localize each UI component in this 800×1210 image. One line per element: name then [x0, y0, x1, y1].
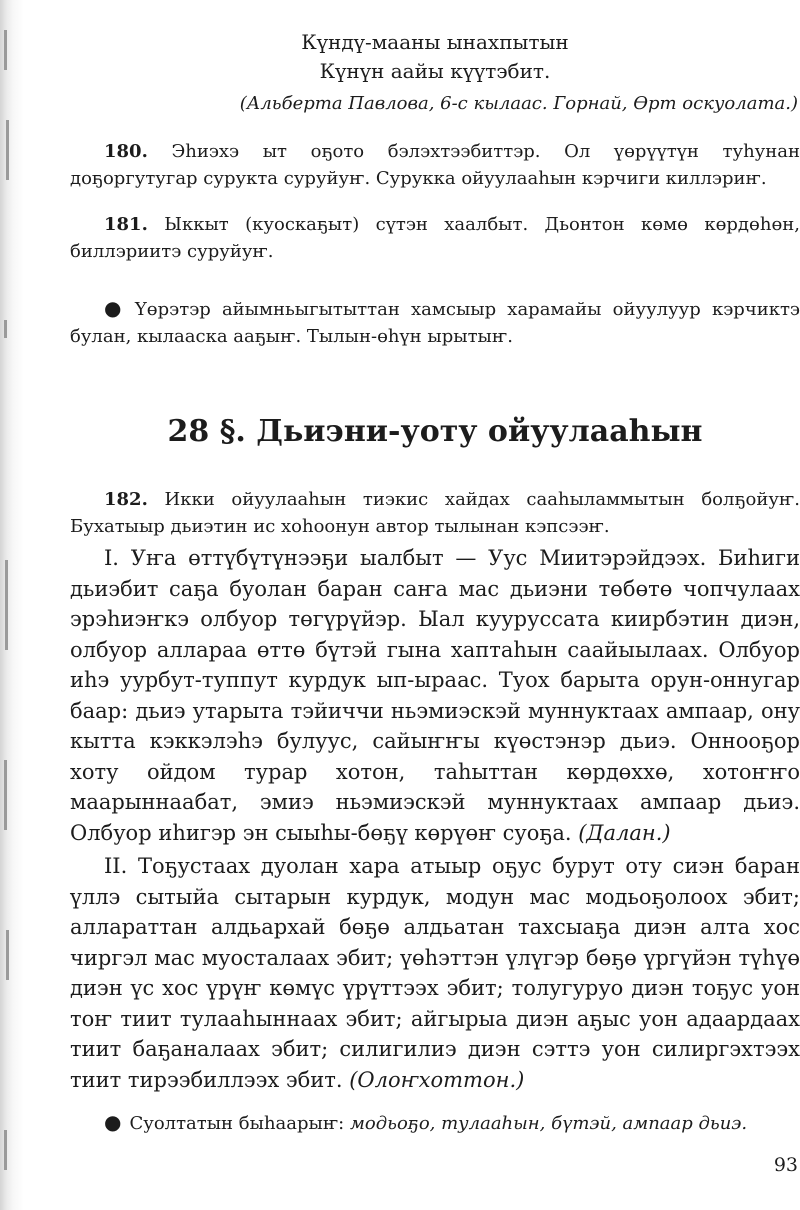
- task-text: Үөрэтэр айымньыгытыттан хамсыыр харамайы ойуулуур кэрчиктэ булан, кылааска ааҕыҥ. Тылын-өһүн ырытыҥ.: [70, 299, 800, 347]
- passage-1: [70, 543, 800, 848]
- exercise-180: [70, 138, 800, 192]
- textbook-page: [70, 28, 800, 1137]
- poem-attribution: (Альберта Павлова, 6-с кылаас. Горнай, Өрт оскуолата.): [239, 93, 798, 114]
- exercise-text: Ыккыт (куоскаҕыт) сүтэн хаалбыт. Дьонтон көмө көрдөһөн, биллэриитэ суруйуҥ.: [70, 214, 800, 262]
- exercise-182: [70, 486, 800, 540]
- task-bullet-1: [70, 295, 800, 350]
- section-title: 28 §. Дьиэни-уоту ойуулааһын: [167, 414, 703, 449]
- passage-source: (Далан.): [578, 820, 671, 845]
- passage-text: Уҥа өттүбүтүнээҕи ыалбыт — Уус Миитэрэйдээх. Биһиги дьиэбит саҕа буолан баран саҥа мас дьиэни төбөтө чопчулаах эрэһиэҥкэ олбуор төгүрүйэр. Ыал кууруссата киирбэтин диэн, олбуор аллараа өттө бүтэй гына хаптаһын саайыылаах. Олбуор иһэ уурбут-туппут курдук ып-ыраас. Туох барыта орун-оннугар баар: дьиэ утарыта тэйиччи ньэмиэскэй муннуктаах ампаар, ону кытта кэккэлэһэ булуус, сайыҥҥы күөстэнэр дьиэ. Оннооҕор хоту ойдом турар хотон, таһыттан көрдөххө, хотоҥҥо маарыннаабат, эмиэ ньэмиэскэй муннуктаах ампаар дьиэ. Олбуор иһигэр эн сыыһы-бөҕү көрүөҥ суоҕа.: [70, 546, 800, 845]
- task-words: модьоҕо, тулааһын, бүтэй, ампаар дьиэ.: [349, 1113, 748, 1134]
- task-bullet-2: [70, 1109, 800, 1137]
- poem-line-1: Күндү-мааны ынахпытын: [301, 30, 569, 54]
- exercise-text: Эһиэхэ ыт оҕото бэлэхтээбиттэр. Ол үөрүүтүн туһунан доҕоргутугар сурукта суруйуҥ. Сурукка ойуулааһын кэрчиги киллэриҥ.: [70, 141, 800, 189]
- bullet-icon: ●: [104, 296, 127, 320]
- passage-label: II.: [104, 854, 128, 878]
- poem-excerpt: [70, 28, 800, 86]
- binding-edge: [0, 0, 26, 1210]
- exercise-181: [70, 211, 800, 265]
- exercise-number: 182.: [104, 489, 148, 510]
- poem-line-2: Күнүн аайы күүтэбит.: [319, 59, 551, 83]
- exercise-text: Икки ойуулааһын тиэкис хайдах сааһыламмытын болҕойуҥ. Бухатыыр дьиэтин ис хоһоонун автор тылынан кэпсээҥ.: [70, 489, 800, 537]
- exercise-number: 180.: [104, 141, 148, 162]
- passage-label: I.: [104, 546, 119, 570]
- passage-2: [70, 851, 800, 1095]
- bullet-icon: ●: [104, 1110, 122, 1134]
- page-number: 93: [773, 1154, 798, 1176]
- exercise-number: 181.: [104, 214, 148, 235]
- passage-source: (Олоҥхоттон.): [349, 1067, 525, 1092]
- passage-text: Тоҕустаах дуолан хара атыыр оҕус бурут оту сиэн баран үллэ сытыйа сытарын курдук, модун мас модьоҕолоох эбит; аллараттан алдьархай бөҕө алдьатан тахсыаҕа диэн алта хос чиргэл мас муосталаах эбит; үөһэттэн үлүгэр бөҕө үргүйэн түһүө диэн үс хос үрүҥ көмүс үрүттээх эбит; толугуруо диэн тоҕус уон тоҥ тиит тулааһыннаах эбит; айгырыа диэн аҕыс уон адаардаах тиит баҕаналаах эбит; силигилиэ диэн сэттэ уон силиргэхтээх тиит тирээбиллээх эбит.: [70, 854, 800, 1092]
- task-lead: Суолтатын быһаарыҥ:: [129, 1113, 345, 1134]
